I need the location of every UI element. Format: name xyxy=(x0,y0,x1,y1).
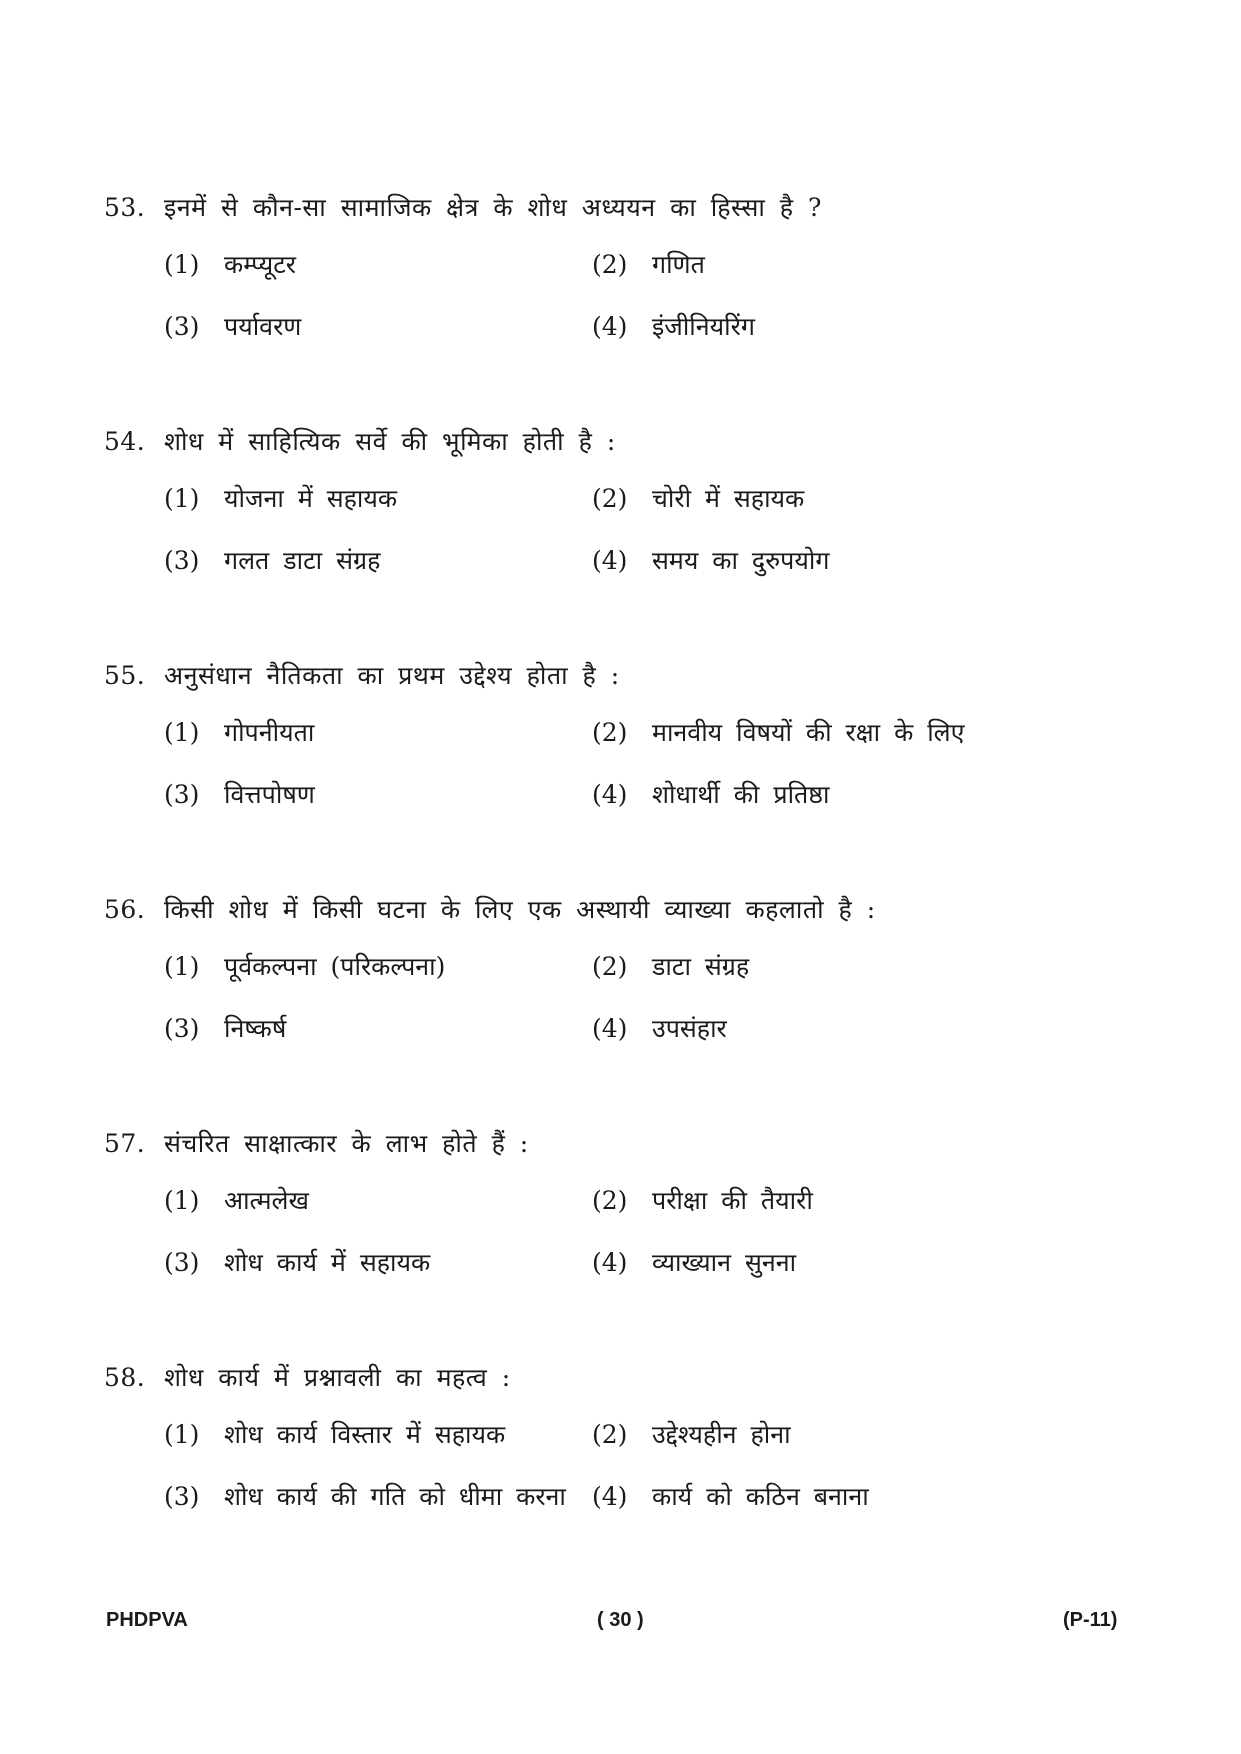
question-number: 54. xyxy=(104,427,146,456)
option-row xyxy=(164,1012,1154,1046)
option-text: उपसंहार xyxy=(652,1014,727,1043)
option-text: पर्यावरण xyxy=(224,312,302,341)
option-number: (2) xyxy=(592,250,628,279)
option-4 xyxy=(592,1480,869,1514)
option-number: (4) xyxy=(592,312,628,341)
question-number: 58. xyxy=(104,1363,146,1392)
option-2 xyxy=(592,1418,791,1452)
option-number: (1) xyxy=(164,1420,200,1449)
question-stem xyxy=(104,893,1154,927)
option-text: गोपनीयता xyxy=(224,718,315,747)
option-row xyxy=(164,1246,1154,1280)
option-4 xyxy=(592,1012,727,1046)
option-number: (1) xyxy=(164,1186,200,1215)
option-text: इंजीनियरिंग xyxy=(652,312,755,341)
page-number: ( 30 ) xyxy=(597,1609,644,1631)
question-stem xyxy=(104,1127,1154,1161)
option-number: (2) xyxy=(592,484,628,513)
option-text: मानवीय विषयों की रक्षा के लिए xyxy=(652,718,965,747)
option-3 xyxy=(164,778,315,812)
option-2 xyxy=(592,716,964,750)
question-number: 57. xyxy=(104,1129,146,1158)
option-row xyxy=(164,248,1154,282)
question-number: 53. xyxy=(104,193,146,222)
option-row xyxy=(164,1184,1154,1218)
paper-code: PHDPVA xyxy=(106,1609,188,1631)
option-1 xyxy=(164,248,296,282)
option-text: शोध कार्य की गति को धीमा करना xyxy=(224,1482,566,1511)
option-text: शोध कार्य में सहायक xyxy=(224,1248,431,1277)
option-1 xyxy=(164,1184,309,1218)
question-stem xyxy=(104,1361,1154,1395)
option-number: (3) xyxy=(164,1482,200,1511)
question-stem xyxy=(104,425,1154,459)
option-text: पूर्वकल्पना (परिकल्पना) xyxy=(224,952,446,981)
question-stem xyxy=(104,191,1154,225)
question-text: अनुसंधान नैतिकता का प्रथम उद्देश्य होता है : xyxy=(164,661,620,690)
option-4 xyxy=(592,778,830,812)
option-row xyxy=(164,1418,1154,1452)
option-text: निष्कर्ष xyxy=(224,1014,287,1043)
question-55 xyxy=(104,659,1154,809)
question-text: शोध कार्य में प्रश्नावली का महत्व : xyxy=(164,1363,511,1392)
option-row xyxy=(164,716,1154,750)
option-number: (4) xyxy=(592,780,628,809)
option-3 xyxy=(164,1012,286,1046)
option-number: (4) xyxy=(592,1482,628,1511)
option-1 xyxy=(164,482,397,516)
option-row xyxy=(164,544,1154,578)
option-text: गणित xyxy=(652,250,705,279)
question-text: किसी शोध में किसी घटना के लिए एक अस्थायी व्याख्या कहलातो है : xyxy=(164,895,876,924)
option-text: योजना में सहायक xyxy=(224,484,398,513)
option-number: (4) xyxy=(592,546,628,575)
option-text: कम्प्यूटर xyxy=(224,250,297,279)
option-3 xyxy=(164,544,380,578)
option-text: व्याख्यान सुनना xyxy=(652,1248,797,1277)
option-2 xyxy=(592,482,804,516)
option-number: (2) xyxy=(592,718,628,747)
option-text: चोरी में सहायक xyxy=(652,484,805,513)
option-2 xyxy=(592,248,705,282)
option-row xyxy=(164,778,1154,812)
question-54 xyxy=(104,425,1154,575)
option-1 xyxy=(164,1418,505,1452)
paper-number: (P-11) xyxy=(1063,1609,1118,1631)
option-number: (2) xyxy=(592,1186,628,1215)
option-number: (3) xyxy=(164,780,200,809)
option-number: (1) xyxy=(164,952,200,981)
option-2 xyxy=(592,1184,813,1218)
option-1 xyxy=(164,716,314,750)
option-row xyxy=(164,950,1154,984)
option-number: (3) xyxy=(164,312,200,341)
option-text: परीक्षा की तैयारी xyxy=(652,1186,813,1215)
option-row xyxy=(164,310,1154,344)
option-4 xyxy=(592,310,755,344)
option-2 xyxy=(592,950,749,984)
option-text: आत्मलेख xyxy=(224,1186,309,1215)
question-text: इनमें से कौन-सा सामाजिक क्षेत्र के शोध अध्ययन का हिस्सा है ? xyxy=(164,193,822,222)
option-number: (1) xyxy=(164,718,200,747)
question-text: शोध में साहित्यिक सर्वे की भूमिका होती है : xyxy=(164,427,616,456)
option-number: (1) xyxy=(164,250,200,279)
question-58 xyxy=(104,1361,1154,1511)
question-56 xyxy=(104,893,1154,1043)
option-4 xyxy=(592,1246,796,1280)
option-text: समय का दुरुपयोग xyxy=(652,546,830,575)
option-text: शोध कार्य विस्तार में सहायक xyxy=(224,1420,506,1449)
option-4 xyxy=(592,544,829,578)
option-text: डाटा संग्रह xyxy=(652,952,750,981)
question-number: 55. xyxy=(104,661,146,690)
option-3 xyxy=(164,1246,430,1280)
question-text: संचरित साक्षात्कार के लाभ होते हैं : xyxy=(164,1129,529,1158)
option-number: (3) xyxy=(164,546,200,575)
option-text: गलत डाटा संग्रह xyxy=(224,546,381,575)
option-row xyxy=(164,482,1154,516)
question-number: 56. xyxy=(104,895,146,924)
option-number: (4) xyxy=(592,1248,628,1277)
option-text: शोधार्थी की प्रतिष्ठा xyxy=(652,780,830,809)
question-53 xyxy=(104,191,1154,341)
option-number: (3) xyxy=(164,1014,200,1043)
option-text: कार्य को कठिन बनाना xyxy=(652,1482,869,1511)
option-number: (2) xyxy=(592,1420,628,1449)
option-3 xyxy=(164,310,301,344)
option-text: वित्तपोषण xyxy=(224,780,315,809)
question-stem xyxy=(104,659,1154,693)
option-1 xyxy=(164,950,445,984)
option-text: उद्देश्यहीन होना xyxy=(652,1420,791,1449)
question-57 xyxy=(104,1127,1154,1277)
option-number: (2) xyxy=(592,952,628,981)
option-number: (1) xyxy=(164,484,200,513)
option-3 xyxy=(164,1480,566,1514)
option-number: (4) xyxy=(592,1014,628,1043)
option-row xyxy=(164,1480,1154,1514)
option-number: (3) xyxy=(164,1248,200,1277)
